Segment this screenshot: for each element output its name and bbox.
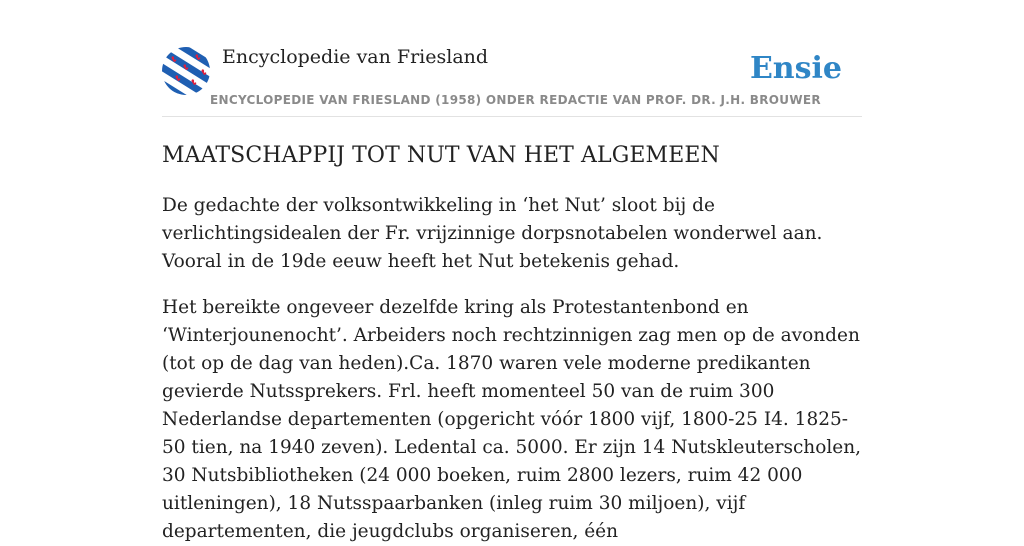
friesland-flag-icon[interactable] [162,47,210,95]
article-paragraph: Het bereikte ongeveer dezelfde kring als Protestantenbond en ‘Winterjounenocht’. Arbeiders noch rechtzinnigen zag men op de avonden (tot op de dag van heden).Ca. 1870 waren vele moderne predikanten gevierde Nutssprekers. Frl. heeft momenteel 50 van de ruim 300 Nederlandse departementen (opgericht vóór 1800 vijf, 1800-25 I4. 1825-50 tien, na 1940 zeven). Ledental ca. 5000. Er zijn 14 Nutskleuterscholen, 30 Nutsbibliotheken (24 000 boeken, ruim 2800 lezers, ruim 42 000 uitleningen), 18 Nutsspaarbanken (inleg ruim 30 miljoen), vijf departementen, die jeugdclubs organiseren, één [162,297,862,542]
article-title: MAATSCHAPPIJ TOT NUT VAN HET ALGEMEEN [162,143,720,168]
article-paragraph: De gedachte der volksontwikkeling in ‘het Nut’ sloot bij de verlichtingsidealen der Fr. vrijzinnige dorpsnotabelen wonderwel aan. Vooral in de 19de eeuw heeft het Nut betekenis gehad. [162,195,823,272]
brand-logo-link[interactable]: Ensie [749,51,842,86]
site-header [162,0,862,117]
page [162,0,862,546]
site-title[interactable]: Encyclopedie van Friesland [222,46,489,68]
site-subtitle: ENCYCLOPEDIE VAN FRIESLAND (1958) ONDER REDACTIE VAN PROF. DR. J.H. BROUWER [210,93,821,107]
